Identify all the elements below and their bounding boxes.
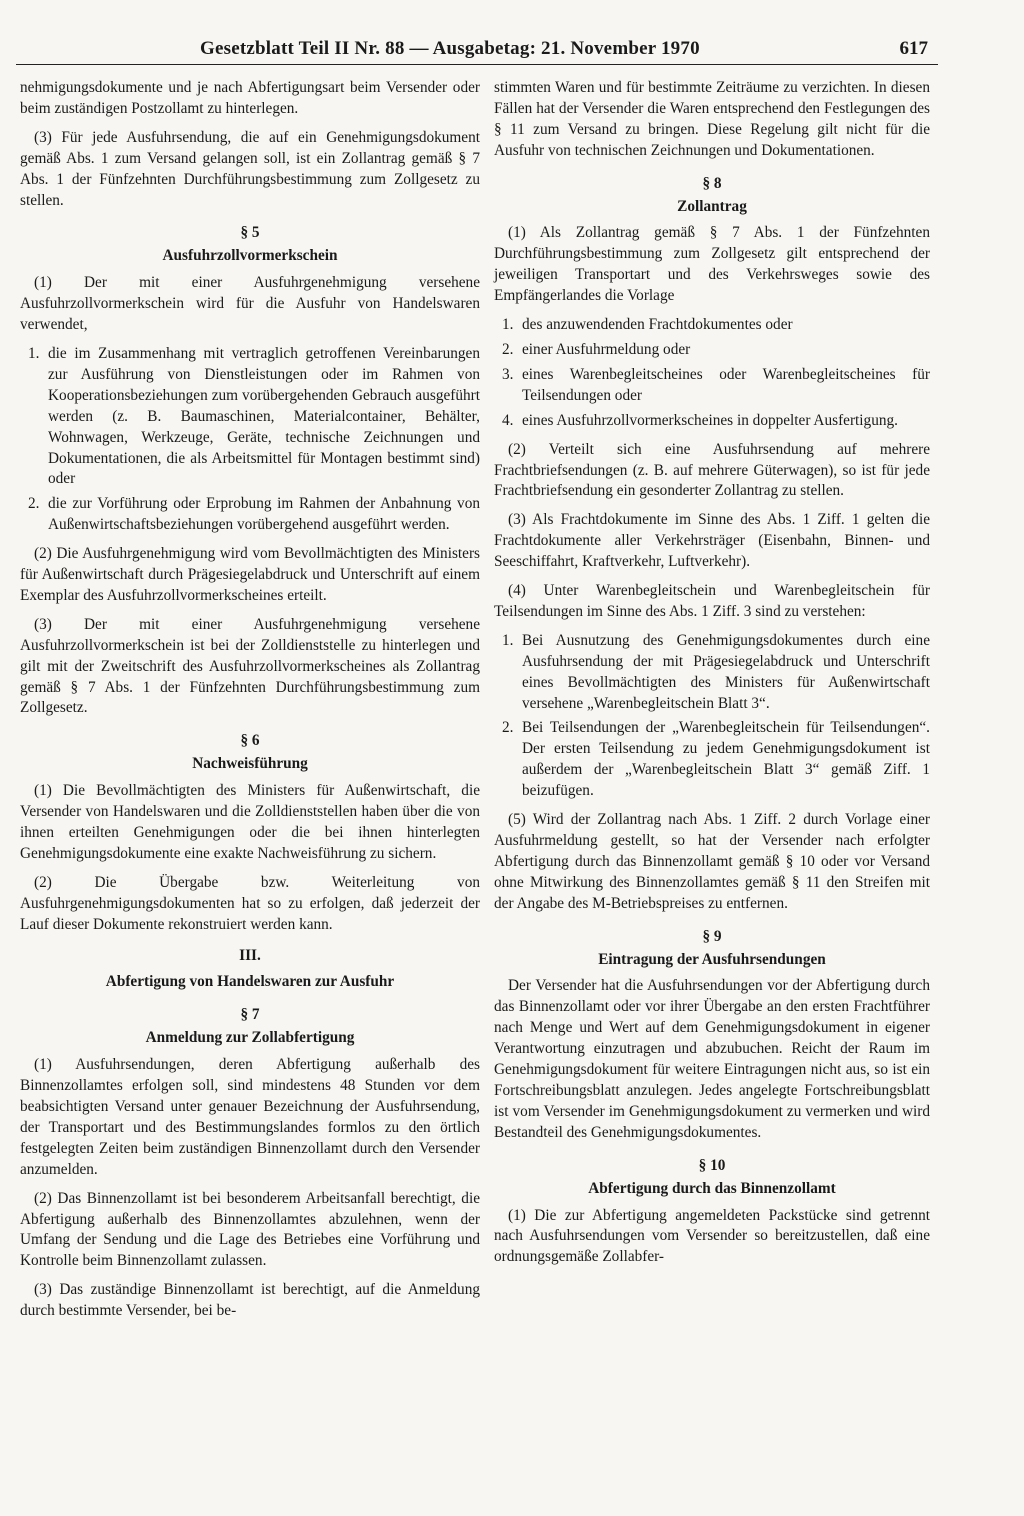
paragraph: (2) Das Binnenzollamt ist bei besonderem Arbeitsanfall berechtigt, die Abfertigung außerhalb des Binnenzollamtes abzulehnen, wenn der Umfang der Sendung und die Lage des Betriebes eine Vorführung und Kontrolle beim Binnenzollamt zulassen. (20, 1189, 480, 1270)
header-title: Gesetzblatt Teil II Nr. 88 — Ausgabetag: 21. November 1970 (200, 38, 700, 59)
section-title: Zollantrag (677, 197, 747, 215)
section-title: Nachweisführung (192, 755, 308, 773)
paragraph: (3) Für jede Ausfuhrsendung, die auf ein Genehmigungsdokument gemäß Abs. 1 zum Versand gelangen soll, ist ein Zollantrag gemäß § 7 Abs. 1 der Fünfzehnten Durchführungsbestimmung zum Zollgesetz zu stellen. (20, 128, 480, 209)
list-item (494, 340, 930, 361)
section-title: Abfertigung durch das Binnenzollamt (588, 1179, 836, 1197)
list-item-number: 1. (502, 316, 514, 334)
paragraph: (1) Die zur Abfertigung angemeldeten Packstücke sind getrennt nach Ausfuhrsendungen vom Versender so bereitzustellen, daß eine ordnungsgemäße Zollabfer- (494, 1206, 930, 1266)
paragraph: (1) Die Bevollmächtigten des Ministers für Außenwirtschaft, die Versender von Handelswaren und die Zolldienststellen haben über die von ihnen erteilten Genehmigungen oder die bei ihnen hinterlegten Genehmigungsdokumente eine exakte Nachweisführung zu sichern. (20, 782, 480, 862)
list-item-text: Bei Ausnutzung des Genehmigungsdokumentes durch eine Ausfuhrsendung der mit Prägesiegelabdruck und Unterschrift eines Bevollmächtigten des Ministers für Außenwirtschaft versehene „Warenbegleitschein Blatt 3“. (522, 631, 930, 712)
paragraph: (3) Das zuständige Binnenzollamt ist berechtigt, auf die Anmeldung durch bestimmte Versender, bei be- (20, 1281, 480, 1320)
section-title: Anmeldung zur Zollabfertigung (145, 1029, 355, 1047)
list-item-text: des anzuwendenden Frachtdokumentes oder (522, 316, 793, 334)
section-title: Ausfuhrzollvormerkschein (162, 247, 338, 265)
paragraph: (1) Der mit einer Ausfuhrgenehmigung versehene Ausfuhrzollvormerkschein wird für die Ausfuhr von Handelswaren verwendet, (20, 274, 480, 334)
list-item-number: 1. (502, 631, 514, 649)
list-item-text: die im Zusammenhang mit vertraglich getroffenen Vereinbarungen zur Ausführung von Dienstleistungen oder im Rahmen von Kooperationsbeziehungen zum vorübergehenden Gebrauch ausgeführt werden (z. B. Baumaschinen, Materialcontainer, Behälter, Wohnwagen, Werkzeuge, Geräte, technische Zeichnungen und Dokumentationen, die als Arbeitsmittel für Montagen bestimmt sind) oder (48, 344, 480, 488)
numbered-list (494, 315, 930, 432)
list-item-text: die zur Vorführung oder Erprobung im Rahmen der Anbahnung von Außenwirtschaftsbeziehungen vorübergehend ausgeführt werden. (48, 495, 480, 534)
list-item (494, 411, 930, 432)
list-item (494, 365, 930, 407)
list-item-text: eines Ausfuhrzollvormerkscheines in doppelter Ausfertigung. (522, 411, 898, 429)
list-item-number: 2. (502, 340, 514, 358)
section-number: § 7 (240, 1006, 260, 1024)
paragraph: (1) Ausfuhrsendungen, deren Abfertigung außerhalb des Binnenzollamtes erfolgen soll, sind mindestens 48 Stunden vor dem beabsichtigten Versand unter genauer Bezeichnung der Ausfuhrsendung, der Transportart und des Bestimmungslandes formlos zu den örtlich festgelegten Zeiten beim zuständigen Binnenzollamt durch den Versender anzumelden. (20, 1056, 480, 1178)
list-item-number: 4. (502, 411, 514, 429)
paragraph: (2) Verteilt sich eine Ausfuhrsendung auf mehrere Frachtbriefsendungen (z. B. auf mehrere Güterwagen), so ist für jede Frachtbriefsendung ein gesonderter Zollantrag zu stellen. (494, 440, 930, 500)
list-item-number: 2. (502, 719, 514, 737)
paragraph: (5) Wird der Zollantrag nach Abs. 1 Ziff. 2 durch Vorlage einer Ausfuhrmeldung gestellt, so hat der Versender nach erfolgter Abfertigung durch das Binnenzollamt gemäß § 10 oder vor Versand ohne Mitwirkung des Binnenzollamtes gemäß § 11 den Streifen mit der Angabe des M-Betriebspreises zu entfernen. (494, 811, 930, 912)
numbered-list (494, 631, 930, 802)
paragraph: nehmigungsdokumente und je nach Abfertigungsart beim Versender oder beim zuständigen Postzollamt zu hinterlegen. (20, 79, 480, 117)
list-item-number: 3. (502, 365, 514, 383)
list-item-text: Bei Teilsendungen der „Warenbegleitschein für Teilsendungen“. Der ersten Teilsendung zu jedem Genehmigungsdokument ist außerdem der „Warenbegleitschein Blatt 3“ gemäß Ziff. 1 beizufügen. (522, 719, 930, 800)
list-item (494, 315, 930, 336)
section-number: § 10 (698, 1156, 726, 1174)
paragraph: (2) Die Übergabe bzw. Weiterleitung von Ausfuhrgenehmigungsdokumenten hat so zu erfolgen, daß jederzeit der Lauf dieser Dokumente rekonstruiert werden kann. (20, 873, 480, 933)
list-item (494, 631, 930, 715)
part-number: III. (239, 946, 261, 964)
section-number: § 6 (240, 732, 260, 750)
left-column (20, 78, 480, 1330)
paragraph: (3) Als Frachtdokumente im Sinne des Abs. 1 Ziff. 1 gelten die Frachtdokumente aller Verkehrsträger (Eisenbahn, Binnen- und Seeschiffahrt, Kraftverkehr, Luftverkehr). (494, 511, 930, 571)
section-number: § 8 (702, 174, 722, 192)
paragraph: (1) Als Zollantrag gemäß § 7 Abs. 1 der Fünfzehnten Durchführungsbestimmung zum Zollgesetz gilt entsprechend der jeweiligen Transportart und des Verkehrsweges sowie des Empfängerlandes die Vorlage (494, 224, 930, 305)
paragraph: stimmten Waren und für bestimmte Zeiträume zu verzichten. In diesen Fällen hat der Versender die Waren entsprechend den Festlegungen des § 11 zum Versand zu bringen. Diese Regelung gilt nicht für die Ausfuhr von technischen Zeichnungen und Dokumentationen. (494, 79, 930, 159)
header-rule (16, 64, 938, 65)
section-title: Eintragung der Ausfuhrsendungen (598, 950, 826, 968)
list-item-text: eines Warenbegleitscheines oder Warenbegleitscheines für Teilsendungen oder (522, 365, 930, 404)
list-item (20, 344, 480, 490)
paragraph: (3) Der mit einer Ausfuhrgenehmigung versehene Ausfuhrzollvormerkschein ist bei der Zolldienststelle zu hinterlegen und gilt mit der Zweitschrift des Ausfuhrzollvormerkscheines als Zollantrag gemäß § 7 Abs. 1 der Fünfzehnten Durchführungsbestimmung zum Zollgesetz. (20, 615, 480, 717)
page-header (16, 34, 1008, 68)
list-item-number: 2. (28, 495, 40, 513)
list-item-text: einer Ausfuhrmeldung oder (522, 340, 691, 358)
paragraph: Der Versender hat die Ausfuhrsendungen vor der Abfertigung durch das Binnenzollamt oder vor ihrer Übergabe an den ersten Frachtführer nach Menge und Wert auf dem Genehmigungsdokument in eigener Verantwortung einzutragen und abzubuchen. Reicht der Raum im Genehmigungsdokument für weitere Eintragungen nicht aus, so ist ein Fortschreibungsblatt anzulegen. Jedes angelegte Fortschreibungsblatt ist vom Versender im Genehmigungsdokument zu vermerken und wird Bestandteil des Genehmigungsdokumentes. (494, 977, 930, 1141)
paragraph: (2) Die Ausfuhrgenehmigung wird vom Bevollmächtigten des Ministers für Außenwirtschaft durch Prägesiegelabdruck und Unterschrift auf einem Exemplar des Ausfuhrzollvormerkscheines erteilt. (20, 545, 480, 604)
paragraph: (4) Unter Warenbegleitschein und Warenbegleitschein für Teilsendungen im Sinne des Abs. 1 Ziff. 3 sind zu verstehen: (494, 582, 930, 620)
page-number: 617 (899, 38, 928, 59)
section-number: § 9 (702, 927, 722, 945)
list-item-number: 1. (28, 344, 40, 362)
list-item (20, 494, 480, 536)
part-title: Abfertigung von Handelswaren zur Ausfuhr (105, 973, 395, 991)
list-item (494, 718, 930, 802)
section-number: § 5 (240, 224, 260, 242)
numbered-list (20, 344, 480, 536)
right-column (494, 78, 930, 1276)
